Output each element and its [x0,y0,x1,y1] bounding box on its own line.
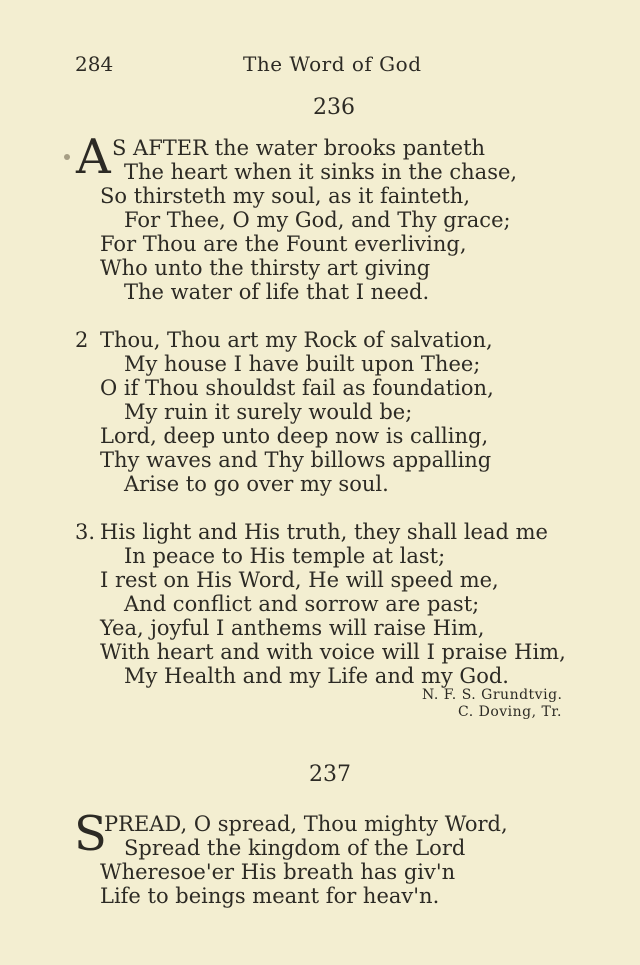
stanza-1-line-4: For Thee, O my God, and Thy grace; [124,208,511,232]
stanza-3-line-2: In peace to His temple at last; [124,544,446,568]
running-title: The Word of God [243,52,422,76]
stanza-1-line-1: S AFTER the water brooks panteth [112,136,486,160]
stanza-number-2: 2 [75,328,89,352]
hymn-number-237: 237 [309,762,351,787]
page-number: 284 [75,52,114,76]
page-header [75,52,575,78]
stanza-number-3: 3. [75,520,96,544]
stanza-3-line-1: His light and His truth, they shall lead me [100,520,548,544]
stanza-3-line-3: I rest on His Word, He will speed me, [100,568,499,592]
stanza-2-line-2: My house I have built upon Thee; [124,352,481,376]
stanza-2-line-7: Arise to go over my soul. [124,472,389,496]
stanza-3-line-4: And conflict and sorrow are past; [124,592,480,616]
stanza-2-line-3: O if Thou shouldst fail as foundation, [100,376,494,400]
author-credit: N. F. S. Grundtvig. [422,687,563,703]
hymn-237-line-2: Spread the kingdom of the Lord [124,836,466,860]
stanza-2-line-1: Thou, Thou art my Rock of salvation, [100,328,493,352]
stanza-3-line-7: My Health and my Life and my God. [124,664,509,688]
stanza-2-line-5: Lord, deep unto deep now is calling, [100,424,489,448]
stanza-1-line-5: For Thou are the Fount everliving, [100,232,467,256]
dropcap-a: A [76,129,111,185]
stanza-3-line-6: With heart and with voice will I praise Him, [100,640,566,664]
stanza-1-line-6: Who unto the thirsty art giving [100,256,431,280]
stanza-1-line-3: So thirsteth my soul, as it fainteth, [100,184,471,208]
dropcap-s: S [74,806,107,862]
translator-credit: C. Doving, Tr. [458,704,562,720]
stanza-2-line-4: My ruin it surely would be; [124,400,413,424]
stanza-2-line-6: Thy waves and Thy billows appalling [100,448,492,472]
ornament-dot [64,154,70,160]
hymn-237-line-1: PREAD, O spread, Thou mighty Word, [104,812,508,836]
hymn-number-236: 236 [313,95,355,120]
stanza-3-line-5: Yea, joyful I anthems will raise Him, [100,616,485,640]
hymn-237-line-4: Life to beings meant for heav'n. [100,884,440,908]
hymn-237-line-3: Wheresoe'er His breath has giv'n [100,860,456,884]
stanza-1-line-7: The water of life that I need. [124,280,430,304]
stanza-1-line-2: The heart when it sinks in the chase, [124,160,518,184]
